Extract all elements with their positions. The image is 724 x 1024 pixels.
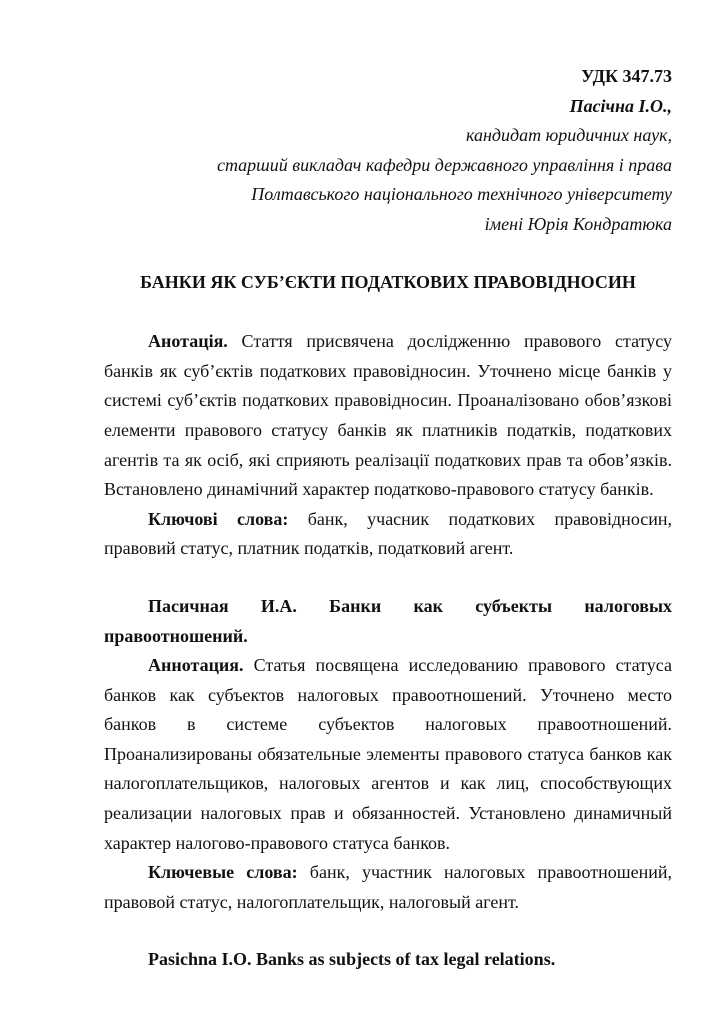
ru-keywords (104, 858, 672, 917)
abstract-label: Аннотация. (148, 655, 244, 676)
keywords-line: банк, учасник податкових правовідносин, правовий (104, 508, 673, 559)
abstract-line: Статья посвящена исследованию правового статуса банков (104, 655, 672, 705)
udc-code: УДК 347.73 (581, 66, 672, 86)
abstract-line: правового статусу банків як платників податків, податкових агентів та як (104, 419, 672, 470)
abstract-line: динамічний характер податково-правового статусу банків. (207, 479, 654, 500)
keywords-line: правовой статус, налогоплательщик, налоговый агент. (104, 891, 520, 912)
keywords-line: статус, платник податків, податковий агент. (180, 538, 514, 559)
ru-heading: Пасичная И.А. Банки как субъекты налоговых правоотношений. (104, 595, 672, 646)
spacer (104, 564, 672, 592)
abstract-line: субъектов налоговых правоотношений. Проанализированы обязательные (104, 714, 672, 764)
en-heading: Pasichna I.O. Banks as subjects of tax legal relations. (148, 949, 556, 970)
keywords-line: банк, участник налоговых правоотношений, (309, 862, 672, 883)
affiliation-line: імені Юрія Кондратюка (484, 213, 672, 234)
affiliation-line: Полтавського національного технічного університету (251, 184, 672, 205)
abstract-line: осіб, які сприяють реалізації податкових прав та обов’язків. Встановлено (104, 449, 673, 500)
abstract-label: Анотація. (148, 331, 228, 352)
abstract-line: обязанностей. Установлено динамичный характер налогово-правового (104, 803, 673, 853)
abstract-line: статуса банков. (332, 832, 451, 853)
article-title: БАНКИ ЯК СУБ’ЄКТИ ПОДАТКОВИХ ПРАВОВІДНОСИН (140, 271, 636, 292)
ru-abstract (104, 651, 672, 858)
abstract-line: элементы правового статуса банков как налогоплательщиков, налоговых (104, 743, 672, 794)
abstract-line: суб’єктів податкових правовідносин. Уточнено місце банків у системі (104, 360, 672, 411)
affiliation-line: старший викладач кафедри державного управління і права (216, 154, 672, 175)
spacer (104, 917, 672, 945)
keywords-label: Ключові слова: (148, 508, 289, 529)
affiliation-line: кандидат юридичних наук, (465, 125, 672, 146)
uk-abstract (104, 327, 672, 505)
abstract-line: Стаття присвячена дослідженню правового статусу банків як (104, 331, 672, 381)
abstract-line: агентов и как лиц, способствующих реализации налоговых прав и (104, 773, 673, 824)
keywords-label: Ключевые слова: (148, 862, 298, 883)
abstract-line: суб’єктів податкових правовідносин. Проаналізовано обов’язкові елементи (104, 390, 672, 440)
author-name: Пасічна І.О., (569, 95, 672, 116)
uk-keywords (104, 505, 672, 564)
abstract-line: как субъектов налоговых правоотношений. Уточнено место банков в системе (104, 684, 672, 735)
